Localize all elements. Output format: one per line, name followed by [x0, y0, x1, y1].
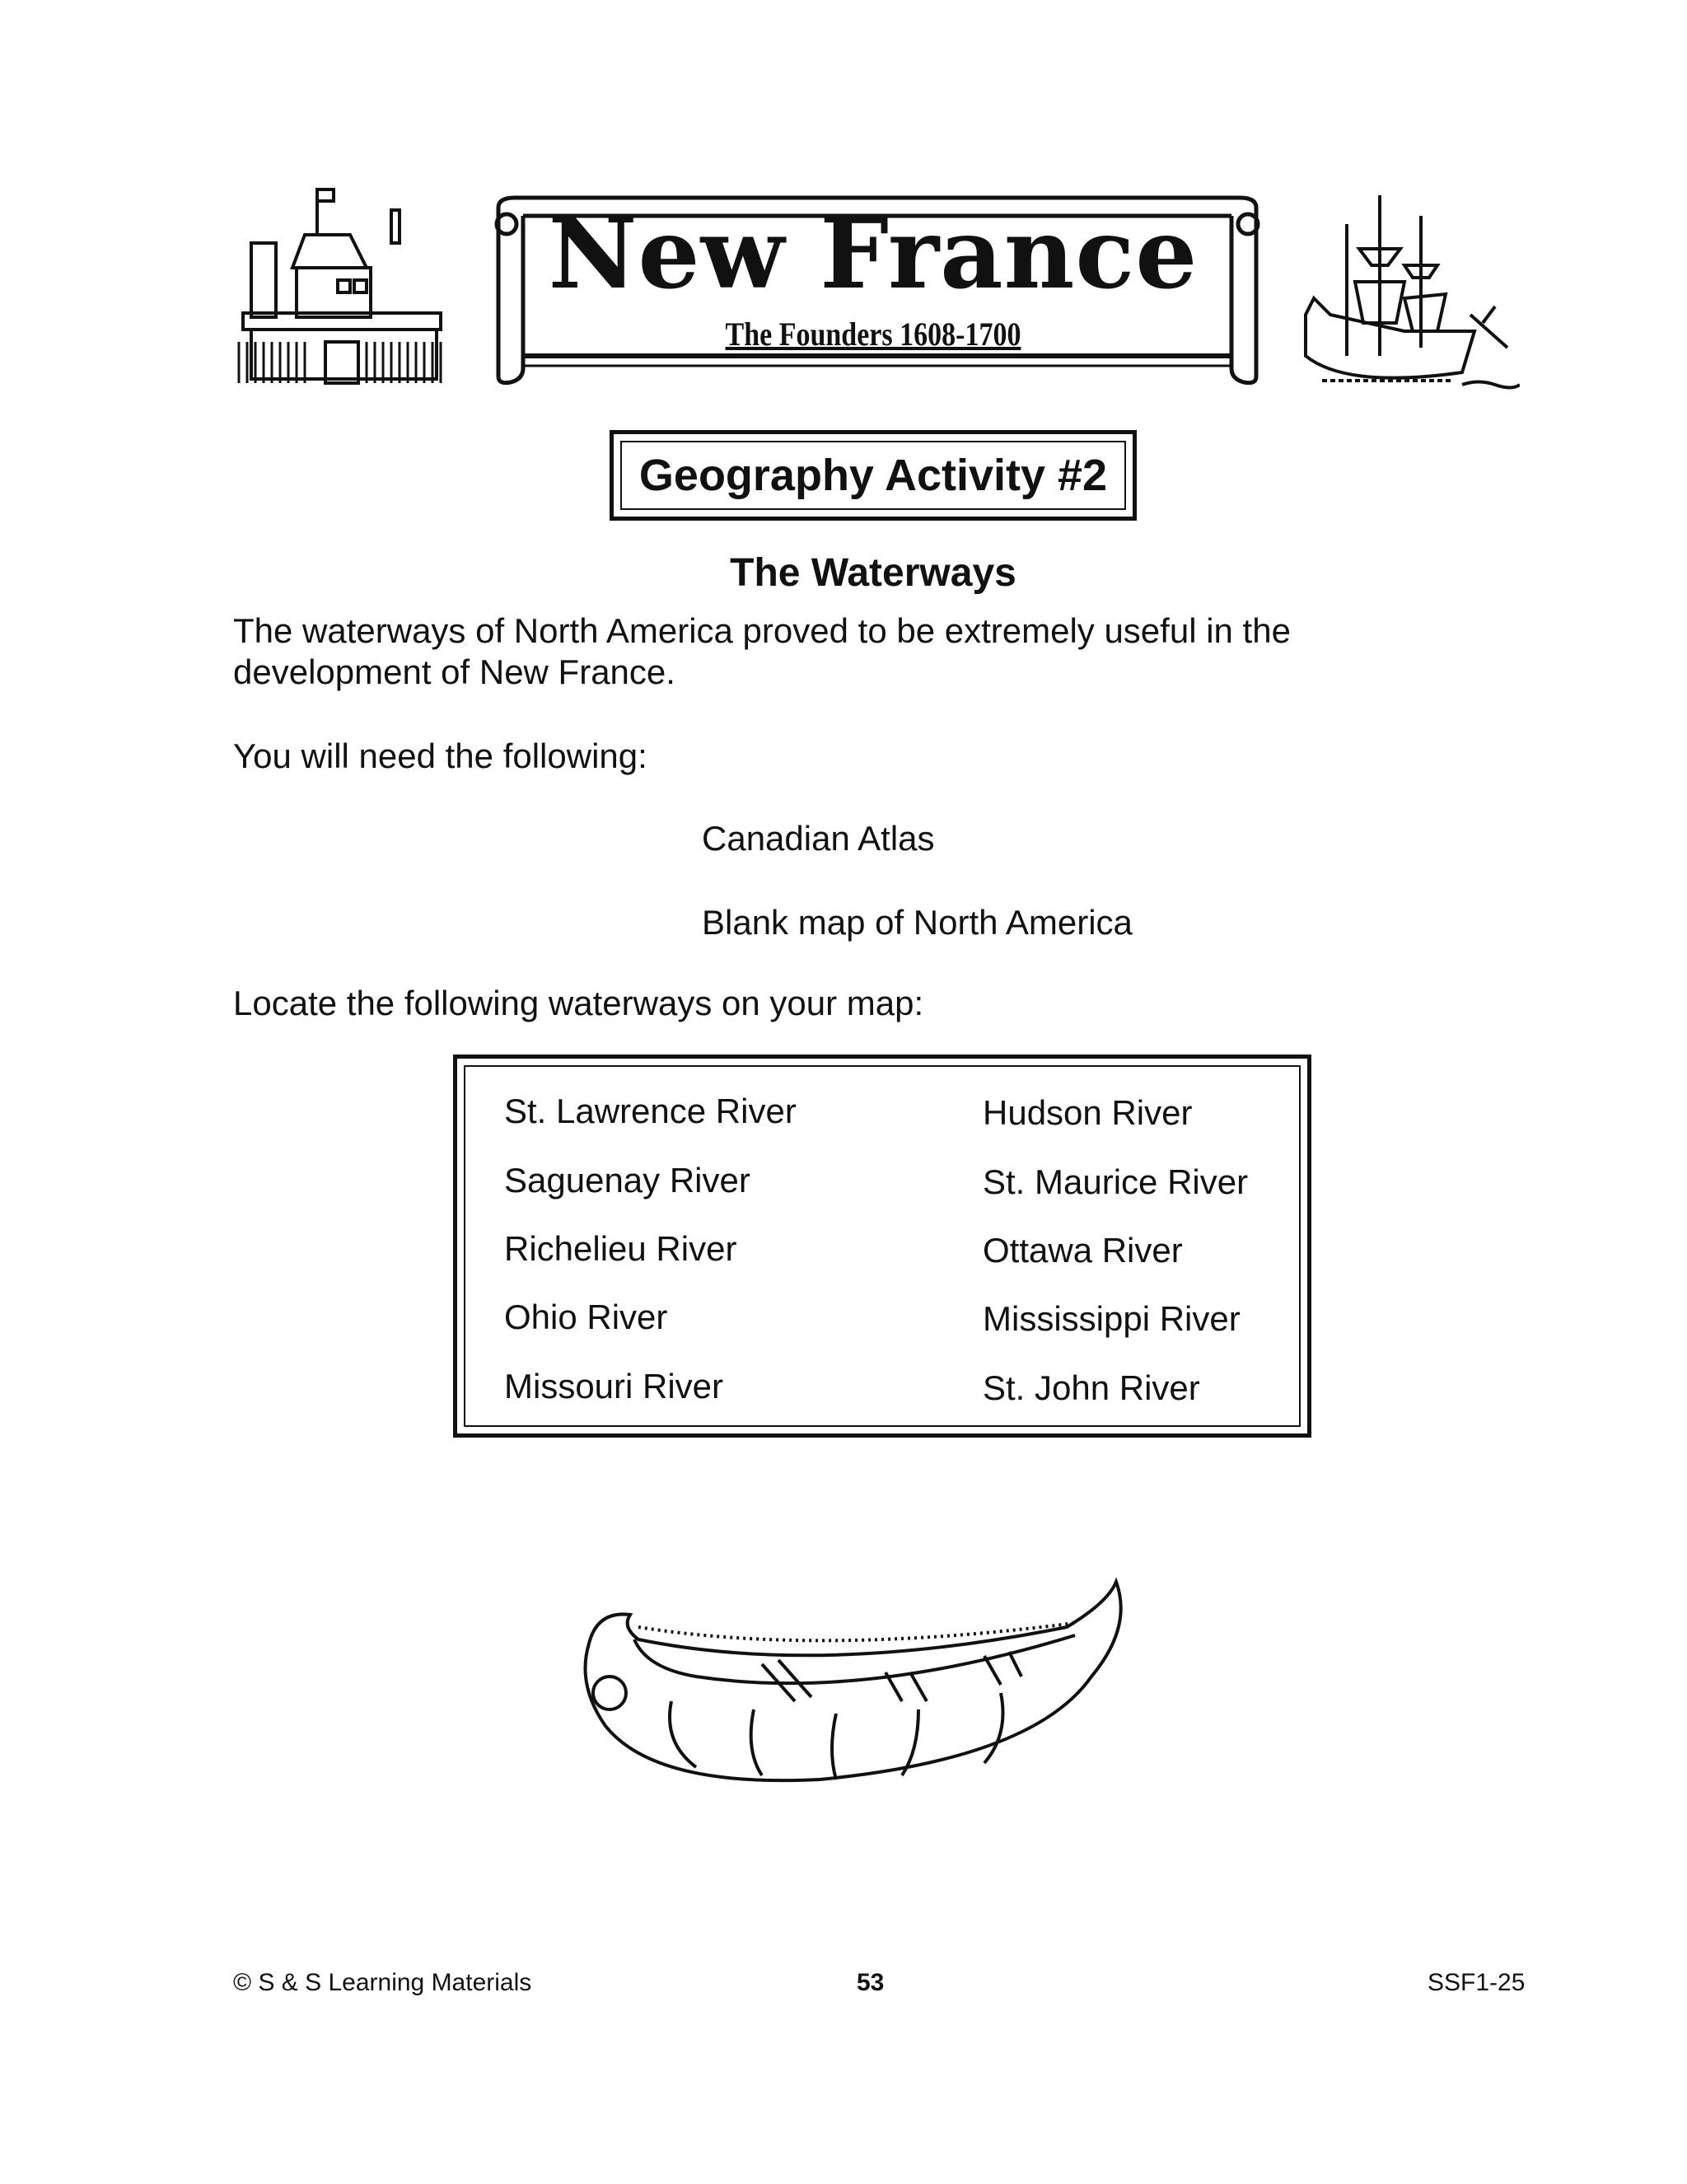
waterway-item: St. Maurice River: [983, 1162, 1249, 1201]
waterway-item: Saguenay River: [504, 1161, 750, 1200]
waterways-box: [453, 1055, 1311, 1438]
material-item: Blank map of North America: [702, 903, 1133, 942]
activity-label: Geography Activity #2: [620, 441, 1126, 510]
need-label: You will need the following:: [233, 737, 647, 775]
material-item: Canadian Atlas: [702, 819, 935, 858]
waterway-item: Hudson River: [983, 1093, 1193, 1132]
waterway-item: Missouri River: [504, 1367, 724, 1405]
page-number: 53: [857, 1969, 885, 1996]
fort-illustration: [235, 185, 453, 387]
waterway-item: Mississippi River: [983, 1299, 1241, 1338]
waterway-item: St. John River: [983, 1368, 1200, 1407]
intro-line-2: development of New France.: [233, 652, 675, 691]
canoe-illustration: [572, 1578, 1133, 1812]
waterway-item: St. Lawrence River: [504, 1092, 797, 1130]
intro-line-1: The waterways of North America proved to be extremely useful in the: [233, 611, 1291, 650]
activity-label-box: [610, 430, 1137, 521]
section-title: The Waterways: [730, 551, 1016, 595]
ship-illustration: [1297, 191, 1520, 393]
locate-label: Locate the following waterways on your map:: [233, 984, 924, 1022]
waterway-item: Ottawa River: [983, 1231, 1183, 1270]
page-title: New France: [548, 196, 1199, 311]
copyright: © S & S Learning Materials: [233, 1969, 532, 1996]
product-code: SSF1-25: [1428, 1969, 1526, 1996]
waterway-item: Richelieu River: [504, 1229, 737, 1268]
page-subtitle: The Founders 1608-1700: [725, 316, 1021, 353]
waterway-item: Ohio River: [504, 1298, 668, 1336]
